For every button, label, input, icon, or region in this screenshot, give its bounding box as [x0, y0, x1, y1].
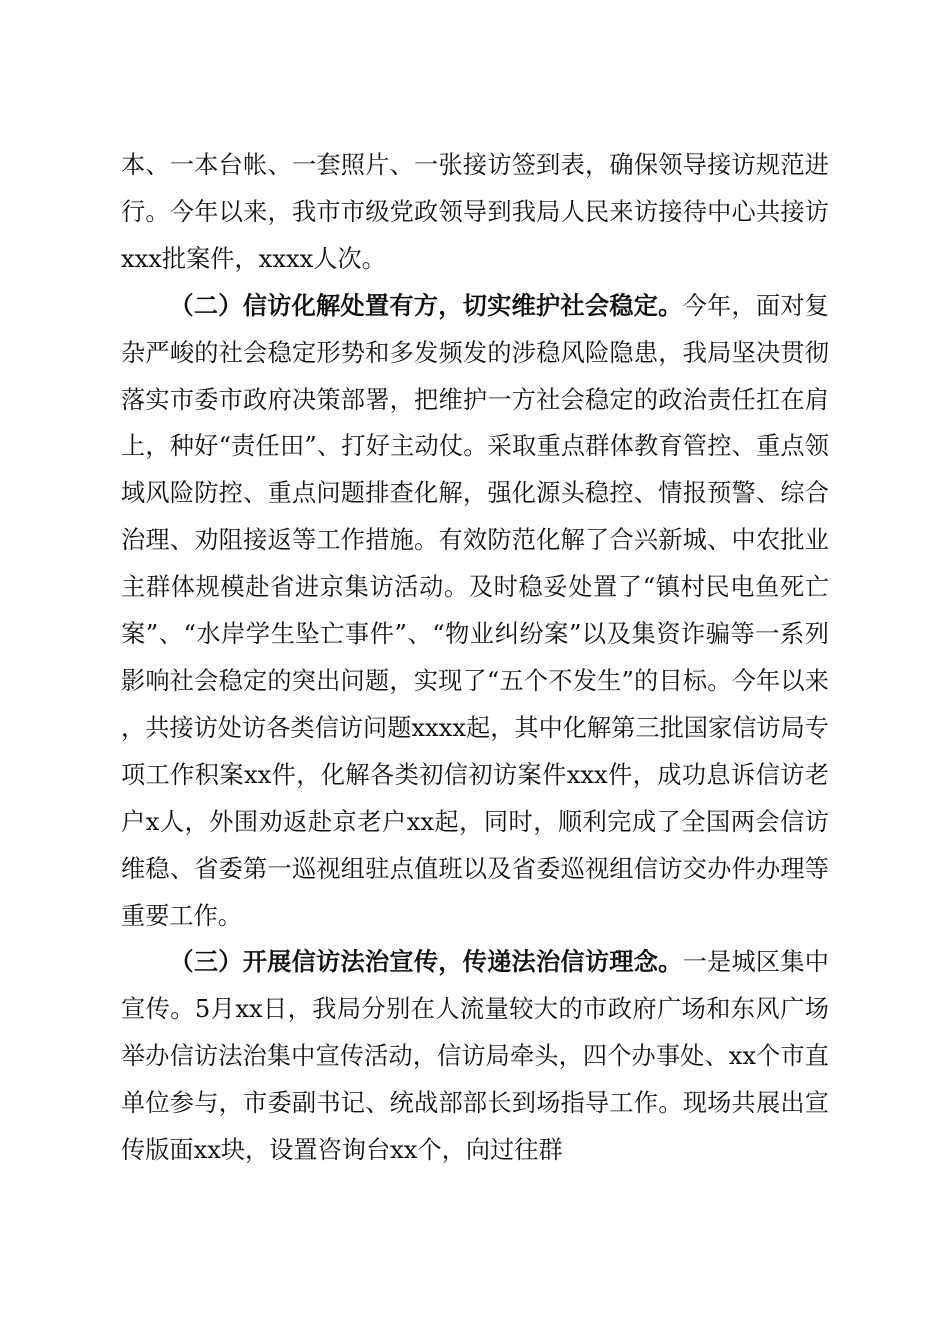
- section-2-body: 今年，面对复杂严峻的社会稳定形势和多发频发的涉稳风险隐患，我局坚决贯彻落实市委市政府决策部署，把维护一方社会稳定的政治责任扛在肩上，种好“责任田”、打好主动仗。采取重点群体教育管控、重点领域风险防控、重点问题排查化解，强化源头稳控、情报预警、综合治理、劝阻接返等工作措施。有效防范化解了合兴新城、中农批业主群体规模赴省进京集访活动。及时稳妥处置了“镇村民电鱼死亡案”、“水岸学生坠亡事件”、“物业纠纷案”以及集资诈骗等一系列影响社会稳定的突出问题，实现了“五个不发生”的目标。今年以来，共接访处访各类信访问题xxxx起，其中化解第三批国家信访局专项工作积案xx件，化解各类初信初访案件xxx件，成功息诉信访老户x人，外围劝返赴京老户xx起，同时，顺利完成了全国两会信访维稳、省委第一巡视组驻点值班以及省委巡视组信访交办件办理等重要工作。: [121, 291, 829, 930]
- paragraph-1-body: 本、一本台帐、一套照片、一张接访签到表，确保领导接访规范进行。今年以来，我市市级党政领导到我局人民来访接待中心共接访xxx批案件，xxxx人次。: [121, 151, 829, 273]
- section-3-heading: （三）开展信访法治宣传，传递法治信访理念。: [169, 947, 683, 977]
- paragraph-section-3: [121, 939, 829, 1174]
- document-body: [121, 142, 829, 1174]
- paragraph-section-2: [121, 283, 829, 940]
- section-3-body: 一是城区集中宣传。5月xx日，我局分别在人流量较大的市政府广场和东风广场举办信访法治集中宣传活动，信访局牵头，四个办事处、xx个市直单位参与，市委副书记、统战部部长到场指导工作。现场共展出宣传版面xx块，设置咨询台xx个，向过往群: [121, 948, 829, 1165]
- section-2-heading: （二）信访化解处置有方，切实维护社会稳定。: [169, 290, 683, 320]
- paragraph-continuation: [121, 142, 829, 283]
